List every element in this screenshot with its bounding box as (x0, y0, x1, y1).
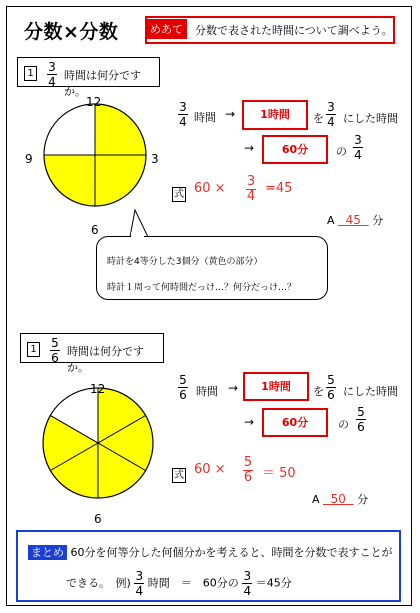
formula-2-label: 式 (174, 470, 184, 481)
q1-time-label: 時間 (194, 111, 216, 124)
answer-box-60min-2: 60分 (262, 408, 328, 437)
goal-badge: めあて (146, 19, 187, 39)
question-2-number: 1 (27, 342, 40, 357)
clock-1-label-6: 6 (91, 223, 99, 237)
goal-text: 分数で表された時間について調べよう。 (195, 24, 393, 37)
clock-1-label-9: 9 (25, 152, 33, 166)
clock-2-label-12: 12 (90, 382, 106, 396)
answer-2: A 50 分 (312, 492, 369, 506)
summary-line-1: 60分を何等分した何個分かを考えると、時間を分数で表すことが (70, 546, 393, 559)
summary-badge: まとめ (28, 545, 67, 560)
formula-2-left: 60 × (194, 462, 226, 477)
question-1-fraction: $\frac{3}{4}$ (48, 60, 56, 89)
speech-bubble (96, 236, 328, 300)
question-2-box (20, 333, 164, 374)
answer-box-60min: 60分 (262, 135, 328, 164)
answer-box-1hour-2: 1時間 (243, 372, 309, 401)
clock-2 (28, 382, 178, 512)
bubble-line-1: 時計を4等分した3個分（黄色の部分） (107, 257, 263, 267)
arrow-2: → (244, 141, 255, 155)
page-title: 分数×分数 (24, 21, 119, 43)
clock-1-label-3: 3 (151, 152, 159, 166)
clock-2-label-6: 6 (94, 512, 102, 526)
question-2-text: 時間は何分ですか。 (67, 345, 144, 374)
formula-2-right: ＝ 50 (262, 466, 296, 481)
question-1-box (17, 57, 160, 98)
answer-1: A 45 分 (327, 213, 384, 227)
bubble-line-2: 時計１周って何時間だっけ…？何分だっけ…？ (107, 283, 297, 293)
clock-1-label-12: 12 (86, 95, 102, 109)
question-2-fraction: $\frac{5}{6}$ (51, 336, 59, 365)
arrow-1: → (225, 107, 236, 121)
question-1-text: 時間は何分ですか。 (64, 69, 141, 98)
summary-box (16, 530, 401, 602)
formula-1-label: 式 (174, 189, 184, 200)
formula-1-left: 60 × (194, 181, 226, 196)
summary-line-2: できる。 例) $\frac{3}{4}$ 時間 ＝ 60分の $\frac{3}{4}$ ＝45分 (66, 569, 292, 598)
question-1-number: 1 (24, 66, 37, 81)
formula-1-right: =45 (265, 181, 293, 196)
answer-box-1hour: 1時間 (242, 100, 308, 130)
